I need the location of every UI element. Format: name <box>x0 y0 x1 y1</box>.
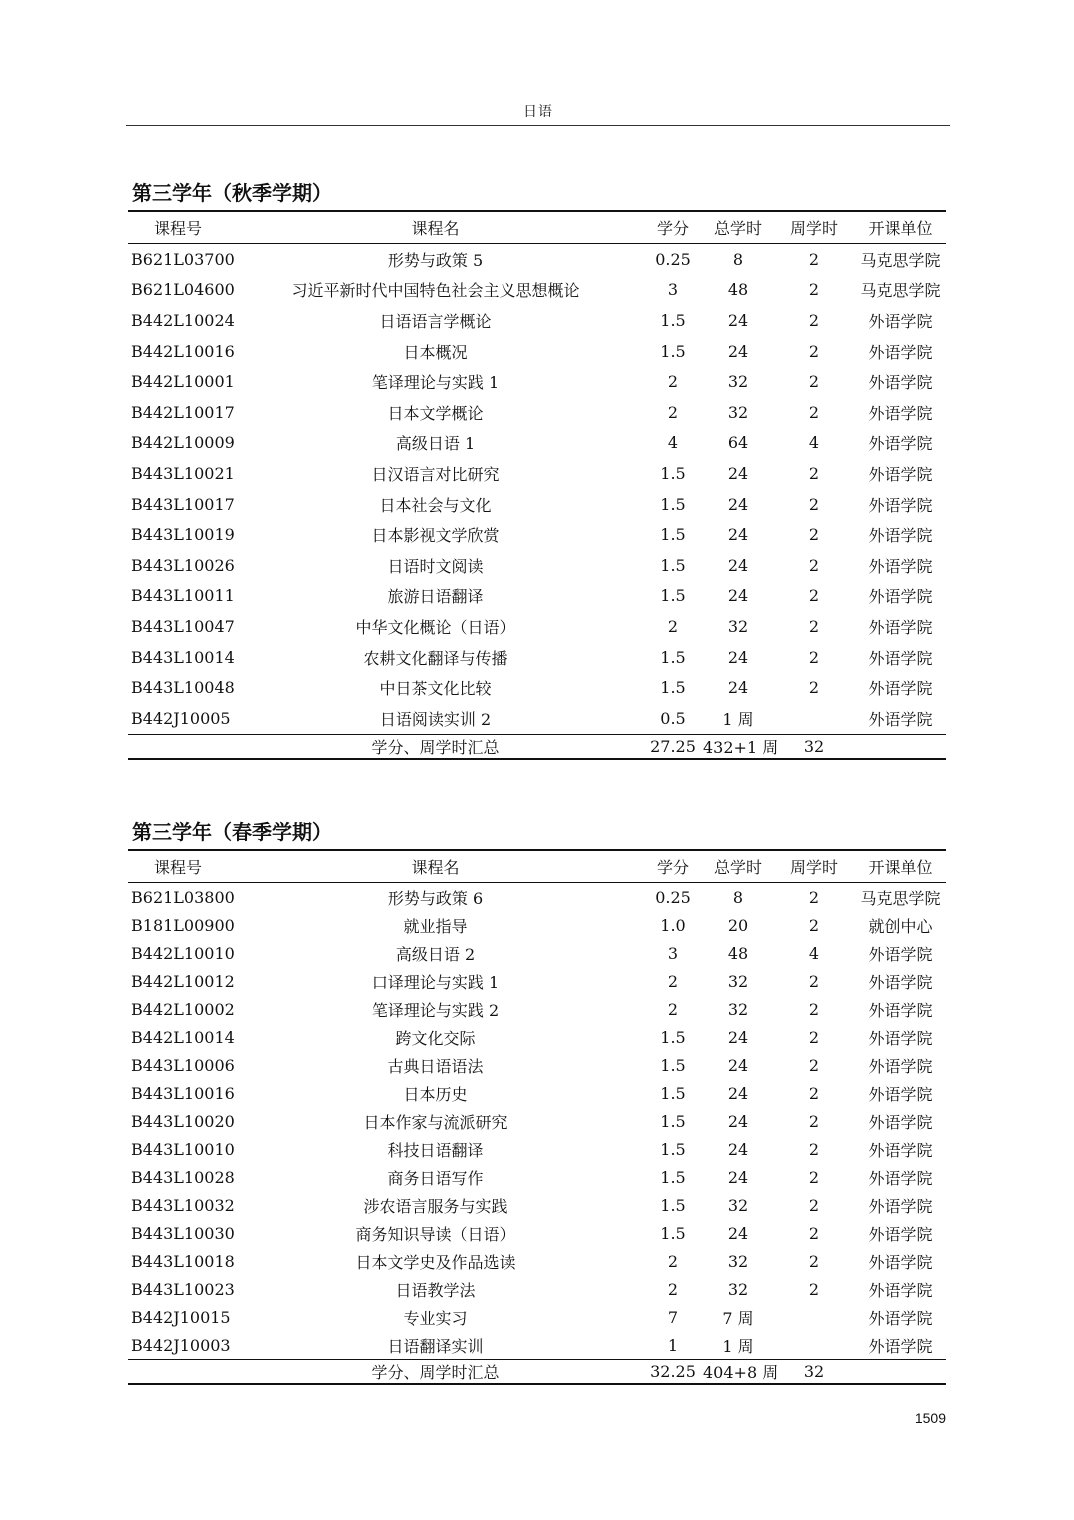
cell-course-name: 中日茶文化比较 <box>379 679 492 699</box>
col-header-weekly-hours: 周学时 <box>789 219 838 238</box>
page-number: 1509 <box>914 1410 946 1426</box>
cell-total-hours: 32 <box>727 1251 749 1271</box>
table-row <box>128 1051 946 1079</box>
cell-course-name: 日本文学史及作品选读 <box>355 1252 516 1272</box>
cell-total-hours: 24 <box>727 341 749 361</box>
cell-credits: 1.5 <box>660 678 686 698</box>
cell-weekly-hours: 2 <box>808 494 820 514</box>
cell-credits: 0.25 <box>655 249 691 269</box>
cell-credits: 1.5 <box>660 310 686 330</box>
cell-course-code: B442L10012 <box>131 971 235 991</box>
cell-total-hours: 32 <box>727 999 749 1019</box>
cell-total-hours: 24 <box>727 555 749 575</box>
cell-credits: 1.5 <box>660 463 686 483</box>
cell-total-hours: 24 <box>727 1055 749 1075</box>
table-row <box>128 581 946 612</box>
cell-total-hours: 24 <box>727 1139 749 1159</box>
cell-total-hours: 24 <box>727 1027 749 1047</box>
section-spring <box>128 815 946 1385</box>
cell-department: 外语学院 <box>868 495 933 515</box>
cell-department: 外语学院 <box>868 587 933 607</box>
cell-course-name: 日汉语言对比研究 <box>371 464 500 484</box>
cell-course-name: 日语翻译实训 <box>387 1336 484 1356</box>
cell-course-name: 日语语言学概论 <box>379 311 492 331</box>
cell-weekly-hours: 4 <box>808 943 820 963</box>
summary-row <box>128 1360 946 1385</box>
cell-department: 马克思学院 <box>860 250 941 270</box>
cell-course-code: B443L10014 <box>131 647 235 667</box>
cell-weekly-hours: 2 <box>808 1195 820 1215</box>
table-body <box>128 883 946 1360</box>
cell-weekly-hours: 2 <box>808 1167 820 1187</box>
cell-department: 外语学院 <box>868 679 933 699</box>
cell-department: 外语学院 <box>868 944 933 964</box>
cell-course-name: 就业指导 <box>403 916 468 936</box>
cell-total-hours: 32 <box>727 616 749 636</box>
cell-course-code: B443L10019 <box>131 525 235 545</box>
table-row <box>128 642 946 673</box>
table-row <box>128 1163 946 1191</box>
cell-total-hours: 24 <box>727 1167 749 1187</box>
section-autumn <box>128 176 946 760</box>
cell-department: 外语学院 <box>868 1280 933 1300</box>
cell-course-code: B442L10001 <box>131 372 235 392</box>
cell-weekly-hours: 2 <box>808 372 820 392</box>
cell-department: 外语学院 <box>868 434 933 454</box>
cell-weekly-hours: 2 <box>808 678 820 698</box>
table-row <box>128 672 946 703</box>
cell-weekly-hours: 2 <box>808 999 820 1019</box>
cell-credits: 2 <box>667 372 679 392</box>
cell-department: 马克思学院 <box>860 888 941 908</box>
cell-weekly-hours: 2 <box>808 1251 820 1271</box>
cell-total-hours: 32 <box>727 402 749 422</box>
cell-weekly-hours: 2 <box>808 249 820 269</box>
cell-course-code: B621L04600 <box>131 280 235 300</box>
col-header-credits: 学分 <box>656 858 689 877</box>
cell-course-name: 日本社会与文化 <box>379 495 492 515</box>
cell-total-hours: 32 <box>727 1279 749 1299</box>
course-table <box>128 210 946 760</box>
table-row <box>128 428 946 459</box>
cell-weekly-hours: 2 <box>808 586 820 606</box>
table-row <box>128 1135 946 1163</box>
cell-course-code: B443L10032 <box>131 1195 235 1215</box>
cell-weekly-hours: 2 <box>808 1223 820 1243</box>
cell-course-code: B442L10002 <box>131 999 235 1019</box>
table-row <box>128 1331 946 1360</box>
cell-department: 外语学院 <box>868 373 933 393</box>
cell-course-name: 日语教学法 <box>395 1280 476 1300</box>
cell-course-code: B443L10017 <box>131 494 235 514</box>
cell-course-code: B442L10017 <box>131 402 235 422</box>
cell-credits: 1.5 <box>660 1167 686 1187</box>
cell-course-code: B442L10014 <box>131 1027 235 1047</box>
cell-weekly-hours: 2 <box>808 463 820 483</box>
cell-course-name: 日本影视文学欣赏 <box>371 526 500 546</box>
cell-weekly-hours <box>773 1331 855 1360</box>
cell-credits: 2 <box>667 999 679 1019</box>
cell-course-code: B443L10016 <box>131 1083 235 1103</box>
cell-department: 外语学院 <box>868 1140 933 1160</box>
cell-credits: 1.5 <box>660 1195 686 1215</box>
table-row <box>128 1107 946 1135</box>
table-row <box>128 1247 946 1275</box>
cell-credits: 2 <box>667 1279 679 1299</box>
cell-credits: 1.5 <box>660 555 686 575</box>
table-row <box>128 458 946 489</box>
cell-total-hours: 20 <box>727 915 749 935</box>
table-row <box>128 519 946 550</box>
summary-credits: 32.25 <box>650 1362 696 1381</box>
col-header-name: 课程名 <box>411 858 460 877</box>
cell-weekly-hours: 2 <box>808 1027 820 1047</box>
cell-course-name: 笔译理论与实践 1 <box>371 373 500 393</box>
cell-course-name: 日本历史 <box>403 1084 468 1104</box>
cell-course-name: 习近平新时代中国特色社会主义思想概论 <box>291 281 580 301</box>
cell-weekly-hours: 2 <box>808 310 820 330</box>
table-row <box>128 397 946 428</box>
cell-department: 马克思学院 <box>860 281 941 301</box>
cell-course-code: B442L10016 <box>131 341 235 361</box>
cell-total-hours: 24 <box>727 310 749 330</box>
cell-course-code: B443L10020 <box>131 1111 235 1131</box>
cell-credits: 2 <box>667 616 679 636</box>
table-row <box>128 1191 946 1219</box>
table-row <box>128 244 946 275</box>
cell-weekly-hours: 2 <box>808 1111 820 1131</box>
cell-course-name: 日本文学概论 <box>387 403 484 423</box>
col-header-code: 课程号 <box>153 219 202 238</box>
cell-total-hours: 1 周 <box>722 709 754 729</box>
table-row <box>128 883 946 912</box>
cell-department: 外语学院 <box>868 972 933 992</box>
cell-course-code: B443L10006 <box>131 1055 235 1075</box>
cell-credits: 2 <box>667 1251 679 1271</box>
cell-course-name: 科技日语翻译 <box>387 1140 484 1160</box>
table-row <box>128 366 946 397</box>
cell-total-hours: 24 <box>727 525 749 545</box>
cell-total-hours: 32 <box>727 372 749 392</box>
cell-course-code: B621L03800 <box>131 887 235 907</box>
table-row <box>128 995 946 1023</box>
cell-credits: 1.5 <box>660 586 686 606</box>
table-row <box>128 939 946 967</box>
cell-course-name: 笔译理论与实践 2 <box>371 1000 500 1020</box>
cell-course-code: B443L10011 <box>131 586 235 606</box>
cell-total-hours: 48 <box>727 943 749 963</box>
cell-course-name: 农耕文化翻译与传播 <box>363 648 508 668</box>
col-header-weekly-hours: 周学时 <box>789 858 838 877</box>
table-row <box>128 489 946 520</box>
cell-department: 外语学院 <box>868 617 933 637</box>
cell-department: 外语学院 <box>868 342 933 362</box>
table-row <box>128 967 946 995</box>
cell-course-name: 口译理论与实践 1 <box>371 972 500 992</box>
cell-credits: 1.5 <box>660 647 686 667</box>
summary-weekly-hours: 32 <box>803 736 825 756</box>
table-body <box>128 244 946 735</box>
cell-course-code: B443L10023 <box>131 1279 235 1299</box>
table-row <box>128 1219 946 1247</box>
cell-credits: 1.5 <box>660 494 686 514</box>
cell-department: 外语学院 <box>868 403 933 423</box>
cell-total-hours: 8 <box>732 887 744 907</box>
cell-course-code: B443L10018 <box>131 1251 235 1271</box>
cell-course-code: B443L10047 <box>131 616 235 636</box>
cell-credits: 3 <box>667 943 679 963</box>
cell-course-code: B442L10010 <box>131 943 235 963</box>
cell-total-hours: 24 <box>727 586 749 606</box>
cell-weekly-hours: 2 <box>808 616 820 636</box>
cell-department: 外语学院 <box>868 1112 933 1132</box>
cell-department: 外语学院 <box>868 1028 933 1048</box>
cell-course-code: B442L10009 <box>131 433 235 453</box>
cell-total-hours: 32 <box>727 971 749 991</box>
cell-total-hours: 64 <box>727 433 749 453</box>
cell-course-name: 专业实习 <box>403 1308 468 1328</box>
cell-weekly-hours: 4 <box>808 433 820 453</box>
cell-weekly-hours: 2 <box>808 1139 820 1159</box>
cell-credits: 2 <box>667 971 679 991</box>
cell-course-name: 古典日语语法 <box>387 1056 484 1076</box>
cell-course-name: 涉农语言服务与实践 <box>363 1196 508 1216</box>
cell-department: 外语学院 <box>868 709 933 729</box>
col-header-name: 课程名 <box>411 219 460 238</box>
cell-total-hours: 24 <box>727 463 749 483</box>
cell-credits: 1.5 <box>660 1223 686 1243</box>
cell-course-name: 高级日语 1 <box>395 434 476 454</box>
cell-department: 外语学院 <box>868 1196 933 1216</box>
cell-credits: 1.5 <box>660 1139 686 1159</box>
table-row <box>128 305 946 336</box>
cell-department: 外语学院 <box>868 1336 933 1356</box>
cell-weekly-hours: 2 <box>808 971 820 991</box>
cell-total-hours: 24 <box>727 1111 749 1131</box>
summary-label: 学分、周学时汇总 <box>371 1363 500 1382</box>
col-header-total-hours: 总学时 <box>713 858 762 877</box>
cell-course-code: B443L10021 <box>131 463 235 483</box>
cell-credits: 1.5 <box>660 1111 686 1131</box>
table-row <box>128 550 946 581</box>
cell-weekly-hours <box>773 1303 855 1331</box>
cell-course-name: 日语阅读实训 2 <box>379 709 492 729</box>
cell-department: 外语学院 <box>868 1056 933 1076</box>
cell-credits: 1.5 <box>660 525 686 545</box>
cell-department: 就创中心 <box>868 916 933 936</box>
cell-course-name: 日本概况 <box>403 342 468 362</box>
cell-course-name: 商务知识导读（日语） <box>355 1224 516 1244</box>
col-header-credits: 学分 <box>656 219 689 238</box>
cell-total-hours: 24 <box>727 647 749 667</box>
cell-credits: 1.5 <box>660 1027 686 1047</box>
cell-course-name: 日本作家与流派研究 <box>363 1112 508 1132</box>
cell-credits: 1 <box>667 1335 679 1355</box>
cell-course-code: B181L00900 <box>131 915 235 935</box>
cell-credits: 3 <box>667 280 679 300</box>
section-title: 第三学年（春季学期） <box>132 820 332 844</box>
cell-course-code: B442J10003 <box>131 1335 231 1355</box>
col-header-code: 课程号 <box>153 858 202 877</box>
course-table <box>128 849 946 1385</box>
cell-weekly-hours: 2 <box>808 525 820 545</box>
table-row <box>128 275 946 306</box>
table-row <box>128 1275 946 1303</box>
cell-credits: 1.5 <box>660 1083 686 1103</box>
cell-credits: 7 <box>667 1307 679 1327</box>
cell-credits: 0.5 <box>660 708 686 728</box>
table-row <box>128 703 946 734</box>
cell-course-code: B442J10005 <box>131 708 231 728</box>
cell-total-hours: 8 <box>732 249 744 269</box>
summary-total-hours: 404+8 周 <box>703 1363 779 1382</box>
cell-course-name: 中华文化概论（日语） <box>355 617 516 637</box>
cell-weekly-hours: 2 <box>808 280 820 300</box>
cell-weekly-hours: 2 <box>808 647 820 667</box>
cell-department: 外语学院 <box>868 1084 933 1104</box>
cell-department: 外语学院 <box>868 526 933 546</box>
cell-weekly-hours: 2 <box>808 341 820 361</box>
cell-credits: 1.5 <box>660 341 686 361</box>
table-row <box>128 911 946 939</box>
cell-weekly-hours <box>773 703 855 734</box>
table-header-row <box>128 850 946 883</box>
cell-weekly-hours: 2 <box>808 887 820 907</box>
cell-total-hours: 24 <box>727 1223 749 1243</box>
cell-course-code: B621L03700 <box>131 249 235 269</box>
cell-credits: 0.25 <box>655 887 691 907</box>
cell-total-hours: 48 <box>727 280 749 300</box>
table-header-row <box>128 211 946 244</box>
section-title: 第三学年（秋季学期） <box>132 181 332 205</box>
col-header-total-hours: 总学时 <box>713 219 762 238</box>
cell-course-name: 跨文化交际 <box>395 1028 476 1048</box>
cell-course-name: 旅游日语翻译 <box>387 587 484 607</box>
summary-weekly-hours: 32 <box>803 1362 825 1381</box>
cell-course-code: B443L10030 <box>131 1223 235 1243</box>
cell-course-code: B443L10026 <box>131 555 235 575</box>
running-header: 日语 <box>126 96 950 126</box>
cell-weekly-hours: 2 <box>808 1083 820 1103</box>
cell-course-name: 形势与政策 6 <box>387 888 484 908</box>
cell-department: 外语学院 <box>868 311 933 331</box>
cell-weekly-hours: 2 <box>808 555 820 575</box>
col-header-department: 开课单位 <box>868 219 933 238</box>
cell-total-hours: 7 周 <box>722 1308 754 1328</box>
summary-label: 学分、周学时汇总 <box>371 737 500 757</box>
col-header-department: 开课单位 <box>868 858 933 877</box>
cell-department: 外语学院 <box>868 648 933 668</box>
cell-course-code: B443L10028 <box>131 1167 235 1187</box>
cell-course-name: 商务日语写作 <box>387 1168 484 1188</box>
cell-total-hours: 32 <box>727 1195 749 1215</box>
summary-total-hours: 432+1 周 <box>703 737 779 757</box>
cell-total-hours: 24 <box>727 1083 749 1103</box>
cell-credits: 1.0 <box>660 915 686 935</box>
summary-credits: 27.25 <box>650 736 696 756</box>
cell-total-hours: 24 <box>727 678 749 698</box>
table-row <box>128 1303 946 1331</box>
cell-course-code: B443L10048 <box>131 678 235 698</box>
cell-credits: 4 <box>667 433 679 453</box>
cell-course-name: 形势与政策 5 <box>387 250 484 270</box>
table-row <box>128 336 946 367</box>
cell-weekly-hours: 2 <box>808 1279 820 1299</box>
cell-course-name: 高级日语 2 <box>395 944 476 964</box>
table-row <box>128 1079 946 1107</box>
table-row <box>128 1023 946 1051</box>
cell-credits: 1.5 <box>660 1055 686 1075</box>
cell-course-code: B442L10024 <box>131 310 235 330</box>
cell-department: 外语学院 <box>868 1224 933 1244</box>
cell-total-hours: 1 周 <box>722 1336 754 1356</box>
cell-department: 外语学院 <box>868 1000 933 1020</box>
cell-course-name: 日语时文阅读 <box>387 556 484 576</box>
cell-course-code: B442J10015 <box>131 1307 231 1327</box>
cell-total-hours: 24 <box>727 494 749 514</box>
cell-department: 外语学院 <box>868 1308 933 1328</box>
table-row <box>128 611 946 642</box>
cell-course-code: B443L10010 <box>131 1139 235 1159</box>
cell-weekly-hours: 2 <box>808 1055 820 1075</box>
cell-credits: 2 <box>667 402 679 422</box>
cell-weekly-hours: 2 <box>808 402 820 422</box>
cell-weekly-hours: 2 <box>808 915 820 935</box>
cell-department: 外语学院 <box>868 464 933 484</box>
cell-department: 外语学院 <box>868 1168 933 1188</box>
summary-row <box>128 734 946 759</box>
cell-department: 外语学院 <box>868 556 933 576</box>
cell-department: 外语学院 <box>868 1252 933 1272</box>
